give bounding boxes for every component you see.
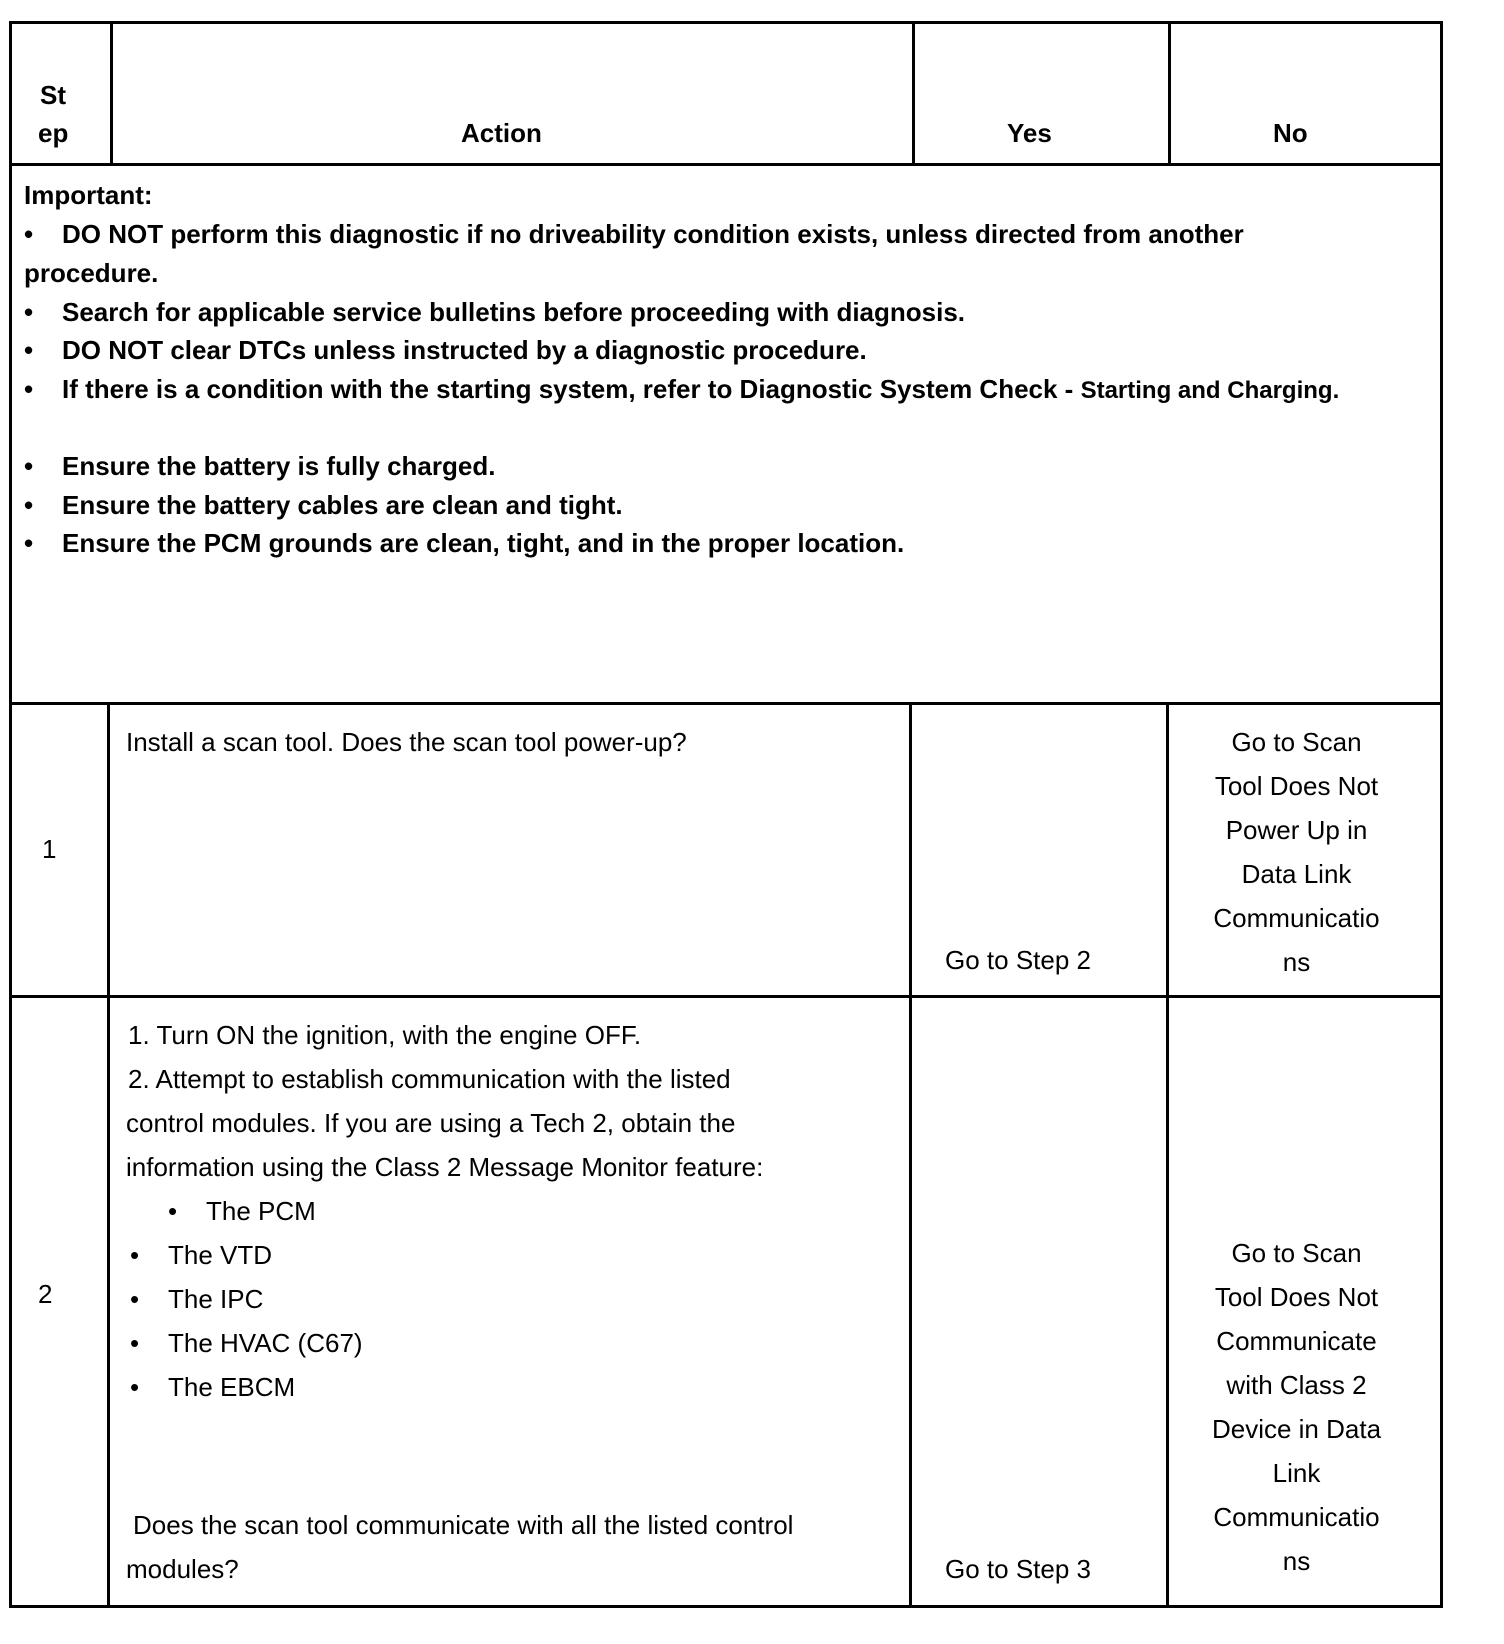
row2-no-line: Link <box>1272 1458 1321 1488</box>
row2-yes: Go to Step 3 <box>945 1554 1091 1584</box>
row2-no-line: ns <box>1282 1546 1311 1576</box>
row1-divider <box>9 995 1443 998</box>
row1-no-line: ns <box>1282 947 1311 977</box>
row2-module-item <box>130 1321 363 1365</box>
important-bullet-2 <box>24 293 965 331</box>
bullet-symbol: • <box>168 1196 178 1226</box>
header-divider <box>9 163 1443 166</box>
row2-module-item <box>130 1365 295 1409</box>
important-bullet-6 <box>24 486 623 524</box>
header-step-line2: ep <box>38 118 69 148</box>
row2-question-line-1: Does the scan tool communicate with all the listed control <box>133 1510 794 1540</box>
important-bullet-5-text: Ensure the battery is fully charged. <box>62 451 496 481</box>
important-bullet-4-text: If there is a condition with the starting system, refer to Diagnostic System Check - <box>62 374 1081 404</box>
body-col-divider-1 <box>107 702 110 1608</box>
important-bullet-4 <box>24 370 1339 410</box>
bullet-symbol: • <box>24 451 34 481</box>
header-no: No <box>1273 118 1308 148</box>
row1-yes: Go to Step 2 <box>945 945 1091 975</box>
important-bullet-3 <box>24 331 867 369</box>
row2-action-line-1: 1. Turn ON the ignition, with the engine OFF. <box>128 1020 642 1050</box>
row2-no-line: with Class 2 <box>1226 1370 1367 1400</box>
row2-no-line: Device in Data <box>1211 1414 1382 1444</box>
row2-module-text: The EBCM <box>168 1372 296 1402</box>
row2-module-text: The PCM <box>206 1196 316 1226</box>
row2-action-line-2: 2. Attempt to establish communication with the listed <box>128 1064 731 1094</box>
important-divider <box>9 702 1443 705</box>
row1-action: Install a scan tool. Does the scan tool power-up? <box>126 727 687 757</box>
header-col-divider-1 <box>110 21 113 165</box>
row2-question-line-2: modules? <box>126 1554 239 1584</box>
important-bullet-1-text: DO NOT perform this diagnostic if no driveability condition exists, unless directed from another <box>62 219 1244 249</box>
row2-module-item <box>130 1277 263 1321</box>
row1-no-line: Data Link <box>1241 859 1352 889</box>
important-bullet-2-text: Search for applicable service bulletins before proceeding with diagnosis. <box>62 297 966 327</box>
bullet-symbol: • <box>24 528 34 558</box>
row1-no-line: Tool Does Not <box>1214 771 1379 801</box>
header-col-divider-3 <box>1168 21 1171 165</box>
bullet-symbol: • <box>130 1328 140 1358</box>
important-bullet-7-text: Ensure the PCM grounds are clean, tight, and in the proper location. <box>62 528 905 558</box>
important-bullet-7 <box>24 524 904 562</box>
row2-module-item <box>130 1233 272 1277</box>
bullet-symbol: • <box>130 1284 140 1314</box>
row1-no-line: Communicatio <box>1213 903 1380 933</box>
important-bullet-3-text: DO NOT clear DTCs unless instructed by a diagnostic procedure. <box>62 335 867 365</box>
bullet-symbol: • <box>24 490 34 520</box>
bullet-symbol: • <box>24 374 34 404</box>
header-action: Action <box>461 118 542 148</box>
row1-no-line: Go to Scan <box>1231 727 1362 757</box>
important-bullet-5 <box>24 447 495 485</box>
row1-step: 1 <box>42 834 57 864</box>
row2-module-text: The HVAC (C67) <box>168 1328 363 1358</box>
bullet-symbol: • <box>24 335 34 365</box>
important-bullet-1 <box>24 215 1244 253</box>
row2-no-line: Tool Does Not <box>1214 1282 1379 1312</box>
row2-module-text: The IPC <box>168 1284 264 1314</box>
row2-no-line: Go to Scan <box>1231 1238 1362 1268</box>
row2-action-line-3: control modules. If you are using a Tech 2, obtain the <box>126 1108 736 1138</box>
row2-step: 2 <box>38 1279 53 1309</box>
row2-module-text: The VTD <box>168 1240 273 1270</box>
bullet-symbol: • <box>130 1372 140 1402</box>
important-bullet-1-continuation: procedure. <box>24 258 159 288</box>
row2-no-line: Communicate <box>1216 1326 1377 1356</box>
row2-module-item <box>168 1189 316 1233</box>
body-col-divider-2 <box>909 702 912 1608</box>
row2-no-line: Communicatio <box>1213 1502 1380 1532</box>
bullet-symbol: • <box>24 219 34 249</box>
important-title: Important: <box>24 180 153 210</box>
header-step-line1: St <box>40 80 66 110</box>
bullet-symbol: • <box>130 1240 140 1270</box>
row2-action-line-4: information using the Class 2 Message Monitor feature: <box>126 1152 764 1182</box>
bullet-symbol: • <box>24 297 34 327</box>
important-bullet-6-text: Ensure the battery cables are clean and tight. <box>62 490 623 520</box>
header-yes: Yes <box>1007 118 1052 148</box>
important-bullet-4-suffix: Starting and Charging. <box>1080 377 1340 404</box>
header-col-divider-2 <box>912 21 915 165</box>
row1-no-line: Power Up in <box>1225 815 1368 845</box>
